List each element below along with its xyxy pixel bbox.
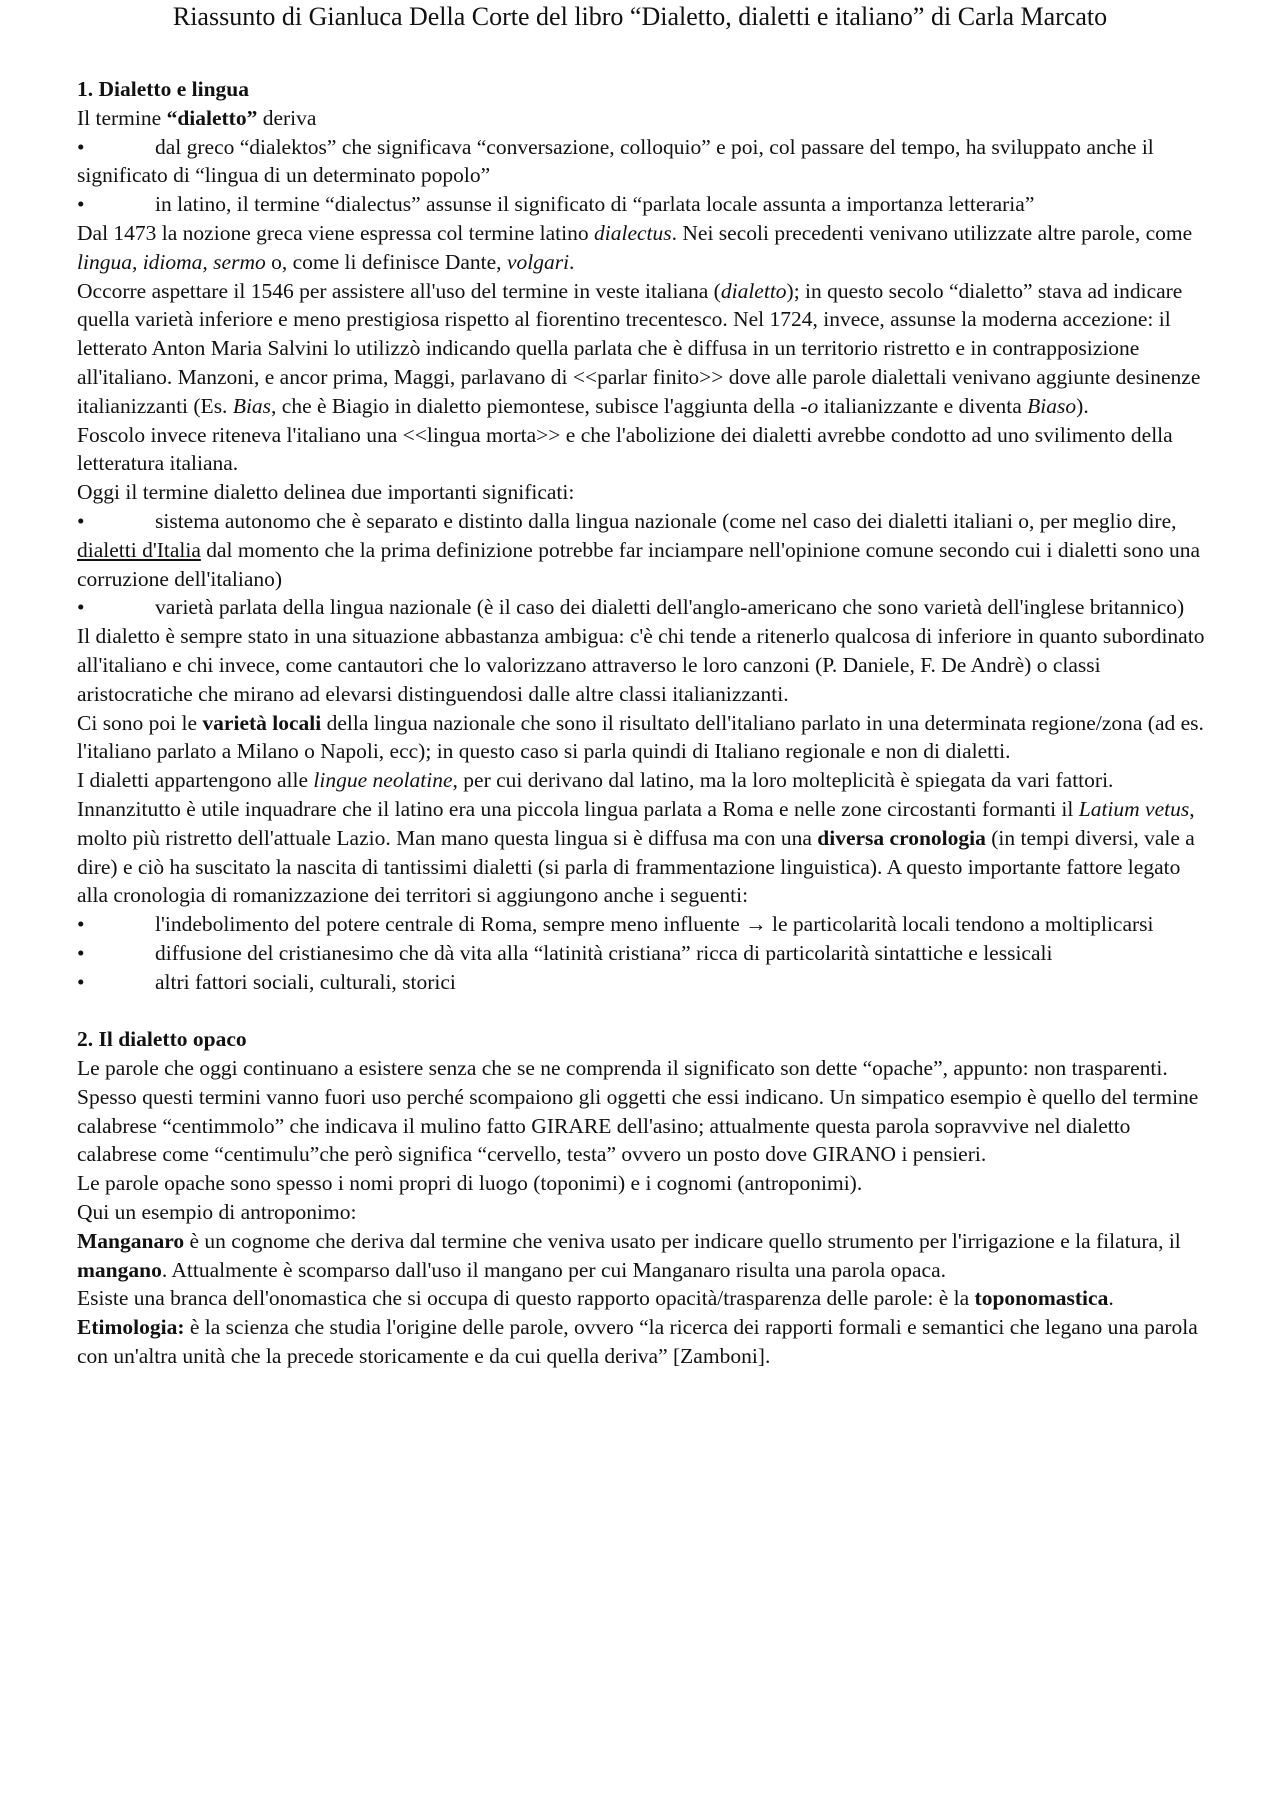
paragraph: Esiste una branca dell'onomastica che si occupa di questo rapporto opacità/trasparenza delle parole: è la toponomastica.	[77, 1286, 1114, 1311]
section-2-heading: 2. Il dialetto opaco	[77, 1027, 247, 1052]
bullet-marker: •	[77, 595, 85, 620]
bullet-item: • in latino, il termine “dialectus” assunse il significato di “parlata locale assunta a importanza letteraria”	[77, 190, 1212, 219]
paragraph: Dal 1473 la nozione greca viene espressa col termine latino dialectus. Nei secoli precedenti venivano utilizzate altre parole, come lingua, idioma, sermo o, come li definisce Dante, volgari.	[77, 220, 1193, 274]
bullet-item: • sistema autonomo che è separato e distinto dalla lingua nazionale (come nel caso dei dialetti italiani o, per meglio dire, dialetti d'Italia dal momento che la prima definizione potrebbe far inciampare nell'opinione comune secondo cui i dialetti sono una corruzione dell'italiano)	[77, 508, 1200, 591]
bullet-marker: •	[77, 912, 85, 937]
bullet-marker: •	[77, 192, 85, 217]
bullet-item: • l'indebolimento del potere centrale di Roma, sempre meno influente → le particolarità locali tendono a moltiplicarsi	[77, 910, 1212, 939]
paragraph: Il dialetto è sempre stato in una situazione abbastanza ambigua: c'è chi tende a ritenerlo qualcosa di inferiore in quanto subordinato all'italiano e chi invece, come cantautori che lo valorizzano attraverso le loro canzoni (P. Daniele, F. De Andrè) o classi aristocratiche che mirano ad elevarsi distinguendosi dalle altre classi italianizzanti.	[77, 624, 1205, 706]
paragraph: I dialetti appartengono alle lingue neolatine, per cui derivano dal latino, ma la loro molteplicità è spiegata da vari fattori. Innanzitutto è utile inquadrare che il latino era una piccola lingua parlata a Roma e nelle zone circostanti formanti il Latium vetus, molto più ristretto dell'attuale Lazio. Man mano questa lingua si è diffusa ma con una diversa cronologia (in tempi diversi, vale a dire) e ciò ha suscitato la nascita di tantissimi dialetti (si parla di frammentazione linguistica). A questo importante fattore legato alla cronologia di romanizzazione dei territori si aggiungono anche i seguenti:	[77, 768, 1195, 908]
section-spacer	[77, 997, 1212, 1026]
paragraph: Ci sono poi le varietà locali della lingua nazionale che sono il risultato dell'italiano parlato in una determinata regione/zona (ad es. l'italiano parlato a Milano o Napoli, ecc); in questo caso si parla quindi di Italiano regionale e non di dialetti.	[77, 710, 1204, 764]
paragraph: Il termine “dialetto” deriva	[77, 105, 317, 130]
paragraph: Occorre aspettare il 1546 per assistere all'uso del termine in veste italiana (dialetto); in questo secolo “dialetto” stava ad indicare quella varietà inferiore e meno prestigiosa rispetto al fiorentino trecentesco. Nel 1724, invece, assunse la moderna accezione: il letterato Anton Maria Salvini lo utilizzò indicando quella parlata che è diffusa in un territorio ristretto e in contrapposizione all'italiano. Manzoni, e ancor prima, Maggi, parlavano di <<parlar finito>> dove alle parole dialettali venivano aggiunte desinenze italianizzanti (Es. Bias, che è Biagio in dialetto piemontese, subisce l'aggiunta della -o italianizzante e diventa Biaso).	[77, 278, 1201, 418]
document-body	[77, 75, 1212, 1371]
bullet-marker: •	[77, 134, 85, 159]
bullet-item: • altri fattori sociali, culturali, storici	[77, 968, 1212, 997]
bullet-item: • dal greco “dialektos” che significava “conversazione, colloquio” e poi, col passare del tempo, ha sviluppato anche il significato di “lingua di un determinato popolo”	[77, 134, 1154, 188]
paragraph: Etimologia: è la scienza che studia l'origine delle parole, ovvero “la ricerca dei rapporti formali e semantici che legano una parola con un'altra unità che la precede storicamente e da cui quella deriva” [Zamboni].	[77, 1315, 1198, 1369]
document-title: Riassunto di Gianluca Della Corte del libro “Dialetto, dialetti e italiano” di Carla Marcato	[172, 2, 1108, 31]
bullet-marker: •	[77, 969, 85, 994]
paragraph: Foscolo invece riteneva l'italiano una <<lingua morta>> e che l'abolizione dei dialetti avrebbe condotto ad uno svilimento della letteratura italiana.	[77, 422, 1173, 476]
bullet-item: • varietà parlata della lingua nazionale (è il caso dei dialetti dell'anglo-americano che sono varietà dell'inglese britannico)	[77, 593, 1212, 622]
paragraph: Spesso questi termini vanno fuori uso perché scompaiono gli oggetti che essi indicano. Un simpatico esempio è quello del termine calabrese “centimmolo” che indicava il mulino fatto GIRARE dell'asino; attualmente questa parola sopravvive nel dialetto calabrese come “centimulu”che però significa “cervello, testa” ovvero un posto dove GIRANO i pensieri.	[77, 1084, 1199, 1167]
bullet-marker: •	[77, 508, 85, 533]
bullet-marker: •	[77, 940, 85, 965]
section-1-heading: 1. Dialetto e lingua	[77, 77, 249, 101]
bullet-item: • diffusione del cristianesimo che dà vita alla “latinità cristiana” ricca di particolarità sintattiche e lessicali	[77, 939, 1212, 968]
paragraph: Qui un esempio di antroponimo:	[77, 1200, 357, 1225]
paragraph: Le parole opache sono spesso i nomi propri di luogo (toponimi) e i cognomi (antroponimi).	[77, 1171, 863, 1196]
paragraph: Le parole che oggi continuano a esistere senza che se ne comprenda il significato son dette “opache”, appunto: non trasparenti.	[77, 1056, 1168, 1081]
paragraph: Manganaro è un cognome che deriva dal termine che veniva usato per indicare quello strumento per l'irrigazione e la filatura, il mangano. Attualmente è scomparso dall'uso il mangano per cui Manganaro risulta una parola opaca.	[77, 1228, 1181, 1282]
paragraph: Oggi il termine dialetto delinea due importanti significati:	[77, 480, 575, 505]
